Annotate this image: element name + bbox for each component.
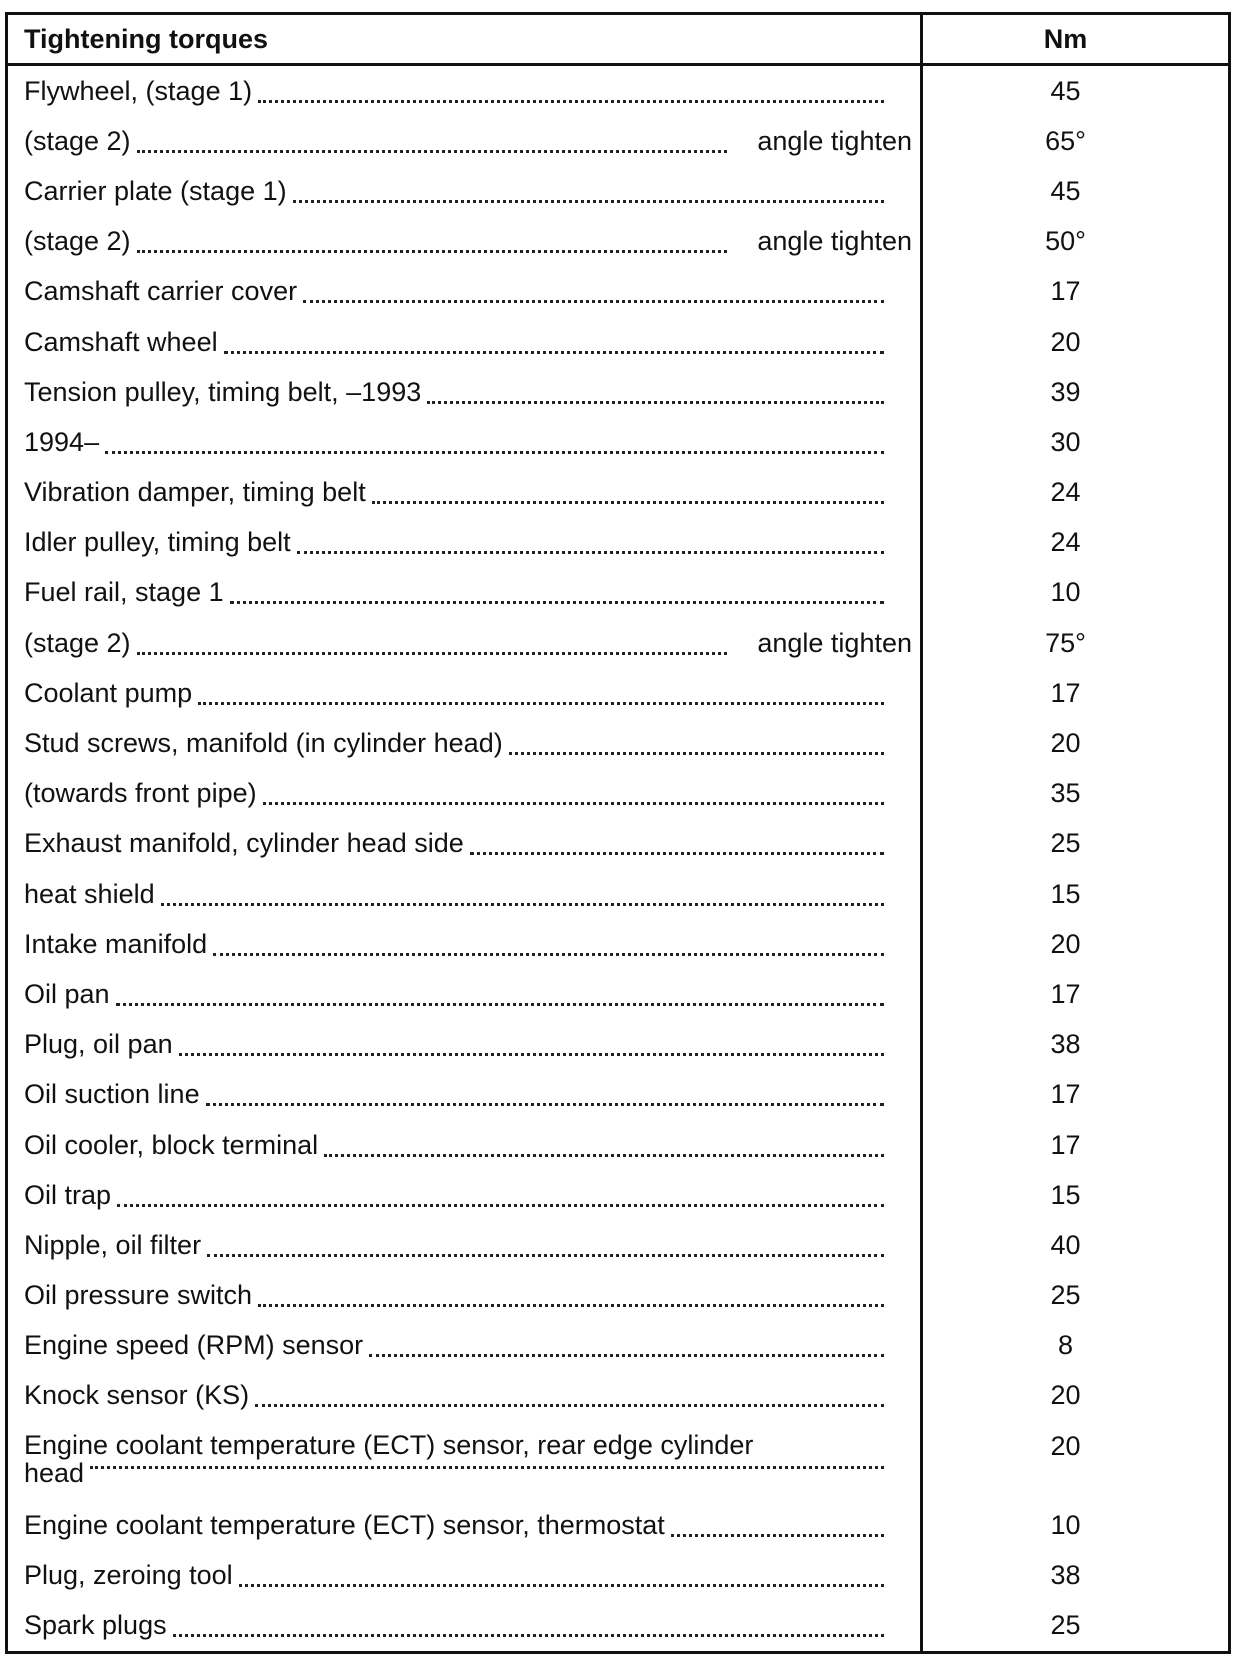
- table-row: [8, 66, 920, 116]
- row-value: 40: [1050, 1229, 1081, 1260]
- dot-leader: [137, 250, 728, 253]
- row-note: angle tighten: [757, 226, 912, 257]
- table-row: [8, 969, 920, 1019]
- dot-leader: [117, 1204, 884, 1207]
- row-value: 45: [1050, 75, 1081, 106]
- table-row: [8, 1271, 920, 1321]
- row-value: 20: [1050, 1380, 1081, 1411]
- row-label: 1994–: [24, 426, 100, 457]
- dot-leader: [303, 300, 884, 303]
- dot-leader: [427, 401, 884, 404]
- dot-leader: [137, 150, 728, 153]
- row-value: 20: [1050, 1431, 1081, 1462]
- dot-leader: [258, 1304, 884, 1307]
- dot-leader: [161, 903, 884, 906]
- row-value: 38: [1050, 1559, 1081, 1590]
- row-label: Oil pressure switch: [24, 1280, 253, 1311]
- row-value: 25: [1050, 1280, 1081, 1311]
- table-row: [8, 267, 920, 317]
- row-label: Engine coolant temperature (ECT) sensor, rear edge cylinder: [24, 1430, 754, 1461]
- row-value: 24: [1050, 477, 1081, 508]
- row-label: Knock sensor (KS): [24, 1380, 250, 1411]
- row-value: 65°: [1045, 125, 1086, 156]
- table-body: [8, 66, 1228, 1651]
- row-note: angle tighten: [757, 125, 912, 156]
- table-row: [8, 217, 920, 267]
- dot-leader: [297, 551, 884, 554]
- dot-leader: [239, 1584, 884, 1587]
- table-row: [8, 1170, 920, 1220]
- row-value: 20: [1050, 326, 1081, 357]
- row-label: Fuel rail, stage 1: [24, 577, 224, 608]
- table-row: [8, 919, 920, 969]
- header-unit: Nm: [1043, 23, 1088, 54]
- dot-leader: [372, 501, 884, 504]
- table-row: [8, 1020, 920, 1070]
- dot-leader: [206, 1103, 884, 1106]
- row-value: 39: [1050, 376, 1081, 407]
- row-value: 17: [1050, 1079, 1081, 1110]
- row-value: 10: [1050, 577, 1081, 608]
- row-label: Plug, zeroing tool: [24, 1559, 233, 1590]
- dot-leader: [255, 1404, 884, 1407]
- row-value: 17: [1050, 1129, 1081, 1160]
- table-row: [8, 568, 920, 618]
- dot-leader: [137, 652, 728, 655]
- dot-leader: [470, 852, 884, 855]
- row-label: Nipple, oil filter: [24, 1229, 202, 1260]
- row-label: Engine speed (RPM) sensor: [24, 1330, 364, 1361]
- row-label: Flywheel, (stage 1): [24, 75, 253, 106]
- row-value: 10: [1050, 1509, 1081, 1540]
- dot-leader: [116, 1003, 884, 1006]
- row-label: Plug, oil pan: [24, 1029, 173, 1060]
- table-row: [8, 769, 920, 819]
- table-row: [8, 1600, 920, 1650]
- row-label: Camshaft carrier cover: [24, 276, 298, 307]
- row-value: 50°: [1045, 226, 1086, 257]
- row-label: Coolant pump: [24, 677, 193, 708]
- row-value: 24: [1050, 527, 1081, 558]
- dot-leader: [105, 451, 884, 454]
- row-value: 8: [1057, 1330, 1074, 1361]
- row-value: 15: [1050, 1179, 1081, 1210]
- row-label: Oil suction line: [24, 1079, 200, 1110]
- row-label: Engine coolant temperature (ECT) sensor, thermostat: [24, 1509, 665, 1540]
- dot-leader: [198, 702, 884, 705]
- row-label: Camshaft wheel: [24, 326, 218, 357]
- table-row: [8, 1421, 920, 1500]
- dot-leader: [671, 1534, 884, 1537]
- row-label: Exhaust manifold, cylinder head side: [24, 828, 464, 859]
- row-value: 35: [1050, 778, 1081, 809]
- row-label: (towards front pipe): [24, 778, 257, 809]
- table-row: [8, 1500, 920, 1550]
- table-row: [8, 518, 920, 568]
- row-value: 15: [1050, 878, 1081, 909]
- dot-leader: [207, 1254, 884, 1257]
- label-column: [8, 66, 923, 1651]
- table-row: [8, 166, 920, 216]
- dot-leader: [369, 1354, 884, 1357]
- row-label: (stage 2): [24, 226, 131, 257]
- row-value: 25: [1050, 828, 1081, 859]
- table-row: [8, 1070, 920, 1120]
- row-label: Idler pulley, timing belt: [24, 527, 291, 558]
- row-label: Spark plugs: [24, 1610, 167, 1641]
- table-row: [8, 1220, 920, 1270]
- row-value: 17: [1050, 978, 1081, 1009]
- dot-leader: [224, 351, 884, 354]
- dot-leader: [293, 200, 884, 203]
- row-value: 20: [1050, 928, 1081, 959]
- table-row: [8, 1120, 920, 1170]
- dot-leader: [173, 1634, 884, 1637]
- row-label: Stud screws, manifold (in cylinder head): [24, 728, 503, 759]
- row-note: angle tighten: [757, 627, 912, 658]
- dot-leader: [230, 601, 884, 604]
- row-value: 45: [1050, 175, 1081, 206]
- table-row: [8, 1550, 920, 1600]
- row-label: heat shield: [24, 878, 155, 909]
- row-label-continued: head: [24, 1458, 85, 1489]
- row-label-line2: [24, 1459, 890, 1487]
- row-label: (stage 2): [24, 627, 131, 658]
- table-header: [8, 15, 1228, 66]
- table-row: [8, 668, 920, 718]
- dot-leader: [324, 1154, 884, 1157]
- table-row: [8, 417, 920, 467]
- row-value: 17: [1050, 677, 1081, 708]
- row-value: 30: [1050, 426, 1081, 457]
- row-label: Carrier plate (stage 1): [24, 175, 287, 206]
- table-row: [8, 718, 920, 768]
- table-row: [8, 116, 920, 166]
- dot-leader: [263, 802, 884, 805]
- row-value: 38: [1050, 1029, 1081, 1060]
- row-label: Vibration damper, timing belt: [24, 477, 366, 508]
- row-label-block: [24, 1431, 890, 1487]
- row-value: 25: [1050, 1610, 1081, 1641]
- row-label: Oil trap: [24, 1179, 112, 1210]
- table-row: [8, 367, 920, 417]
- row-label: Tension pulley, timing belt, –1993: [24, 376, 422, 407]
- header-item: Tightening torques: [8, 15, 923, 63]
- row-label: Oil cooler, block terminal: [24, 1129, 319, 1160]
- table-row: [8, 1371, 920, 1421]
- table-row: [8, 618, 920, 668]
- row-value: 20: [1050, 728, 1081, 759]
- table-row: [8, 317, 920, 367]
- row-label: (stage 2): [24, 125, 131, 156]
- dot-leader: [179, 1053, 884, 1056]
- value-column: [923, 66, 1228, 1651]
- table-row: [8, 468, 920, 518]
- row-label: Oil pan: [24, 978, 110, 1009]
- row-value: 17: [1050, 276, 1081, 307]
- dot-leader: [213, 953, 884, 956]
- torque-table: [5, 12, 1231, 1654]
- row-value: 75°: [1045, 627, 1086, 658]
- dot-leader: [258, 100, 884, 103]
- row-label: Intake manifold: [24, 928, 208, 959]
- table-row: [8, 819, 920, 869]
- table-row: [8, 869, 920, 919]
- dot-leader: [90, 1466, 884, 1469]
- dot-leader: [509, 752, 884, 755]
- table-row: [8, 1321, 920, 1371]
